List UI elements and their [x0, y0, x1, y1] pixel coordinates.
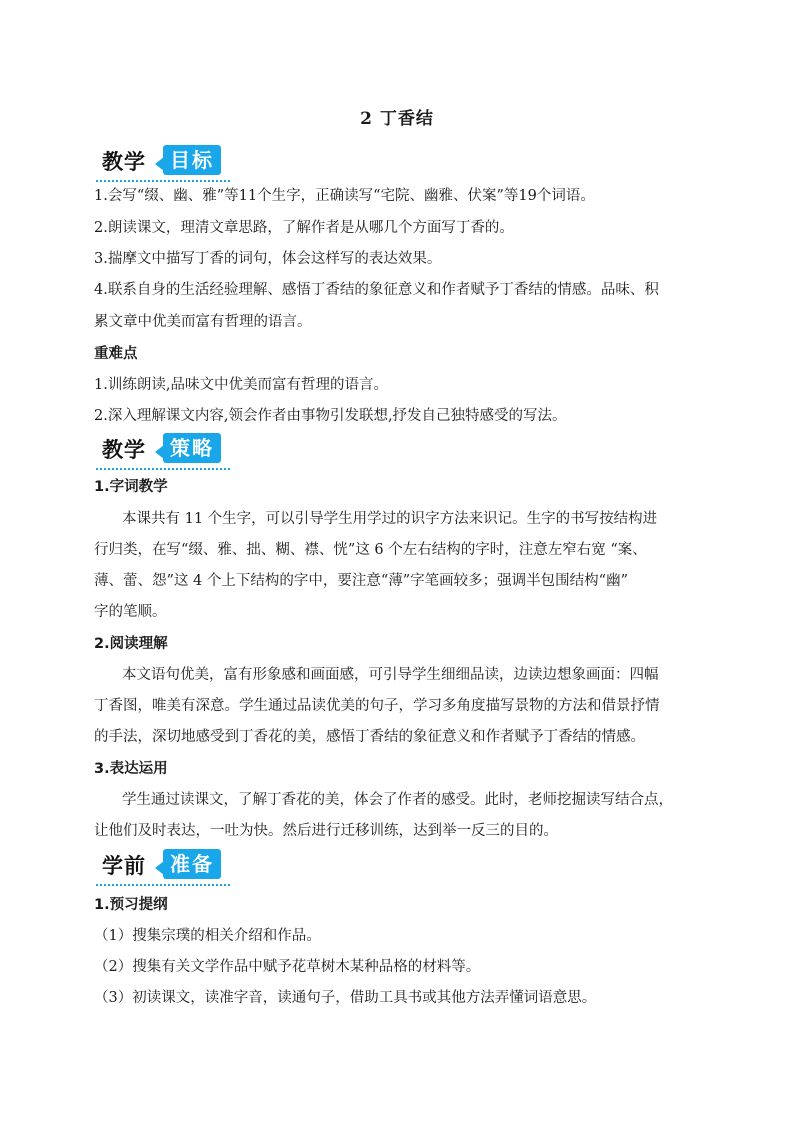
prep-heading: 1.预习提纲	[94, 897, 168, 913]
strategy-3-heading: 3.表达运用	[94, 761, 168, 777]
goal-item-3: 3.揣摩文中描写丁香的词句，体会这样写的表达效果。	[94, 251, 442, 267]
goal-item-2: 2.朗读课文，理清文章思路，了解作者是从哪几个方面写丁香的。	[94, 220, 514, 236]
strategy-1-heading: 1.字词教学	[94, 479, 168, 495]
goal-item-4: 4.联系自身的生活经验理解、感悟丁香结的象征意义和作者赋予丁香结的情感。品味、积	[94, 282, 659, 298]
section-header-strategy	[96, 430, 232, 472]
section-goals-left: 教学	[102, 150, 146, 174]
prep-item-3: （3）初读课文，读准字音，读通句子，借助工具书或其他方法弄懂词语意思。	[94, 990, 597, 1006]
strategy-3-line-1: 学生通过读课文，了解丁香花的美，体会了作者的感受。此时，老师挖掘读写结合点，	[122, 792, 673, 808]
lesson-title: 2 丁香结	[360, 109, 434, 129]
strategy-1-line-3: 薄、蕾、怨”这 4 个上下结构的字中，要注意“薄”字笔画较多；强调半包围结构“幽”	[94, 573, 629, 589]
section-underline	[96, 180, 230, 182]
key-point-1: 1.训练朗读,品味文中优美而富有哲理的语言。	[94, 377, 388, 393]
section-prep-badge: 准备	[163, 849, 221, 879]
goal-item-1: 1.会写“缀、幽、雅”等11个生字，正确读写“宅院、幽雅、伏案”等19个词语。	[94, 188, 595, 204]
prep-item-1: （1）搜集宗璞的相关介绍和作品。	[94, 928, 321, 944]
strategy-2-heading: 2.阅读理解	[94, 636, 168, 652]
strategy-2-line-2: 丁香图，唯美有深意。学生通过品读优美的句子，学习多角度描写景物的方法和借景抒情	[94, 698, 660, 714]
strategy-1-line-1: 本课共有 11 个生字，可以引导学生用学过的识字方法来识记。生字的书写按结构进	[122, 511, 658, 527]
section-header-goals	[96, 142, 232, 184]
strategy-3-line-2: 让他们及时表达，一吐为快。然后进行迁移训练，达到举一反三的目的。	[94, 823, 558, 839]
section-goals-badge: 目标	[163, 145, 221, 175]
section-underline	[96, 468, 230, 470]
key-point-2: 2.深入理解课文内容,领会作者由事物引发联想,抒发自己独特感受的写法。	[94, 408, 567, 424]
strategy-2-line-1: 本文语句优美，富有形象感和画面感，可引导学生细细品读，边读边想象画面：四幅	[122, 667, 659, 683]
section-strategy-badge: 策略	[163, 433, 221, 463]
strategy-2-line-3: 的手法，深切地感受到丁香花的美，感悟丁香结的象征意义和作者赋予丁香结的情感。	[94, 729, 645, 745]
strategy-1-line-2: 行归类，在写“缀、雅、拙、糊、襟、恍”这 6 个左右结构的字时，注意左窄右宽 “案、	[94, 542, 647, 558]
key-points-heading: 重难点	[94, 346, 138, 362]
prep-item-2: （2）搜集有关文学作品中赋予花草树木某种品格的材料等。	[94, 959, 481, 975]
goal-item-4-cont: 累文章中优美而富有哲理的语言。	[94, 314, 312, 330]
section-header-prep	[96, 846, 232, 888]
section-prep-left: 学前	[102, 854, 146, 878]
strategy-1-line-4: 字的笔顺。	[94, 604, 167, 620]
section-strategy-left: 教学	[102, 438, 146, 462]
section-underline	[96, 884, 230, 886]
